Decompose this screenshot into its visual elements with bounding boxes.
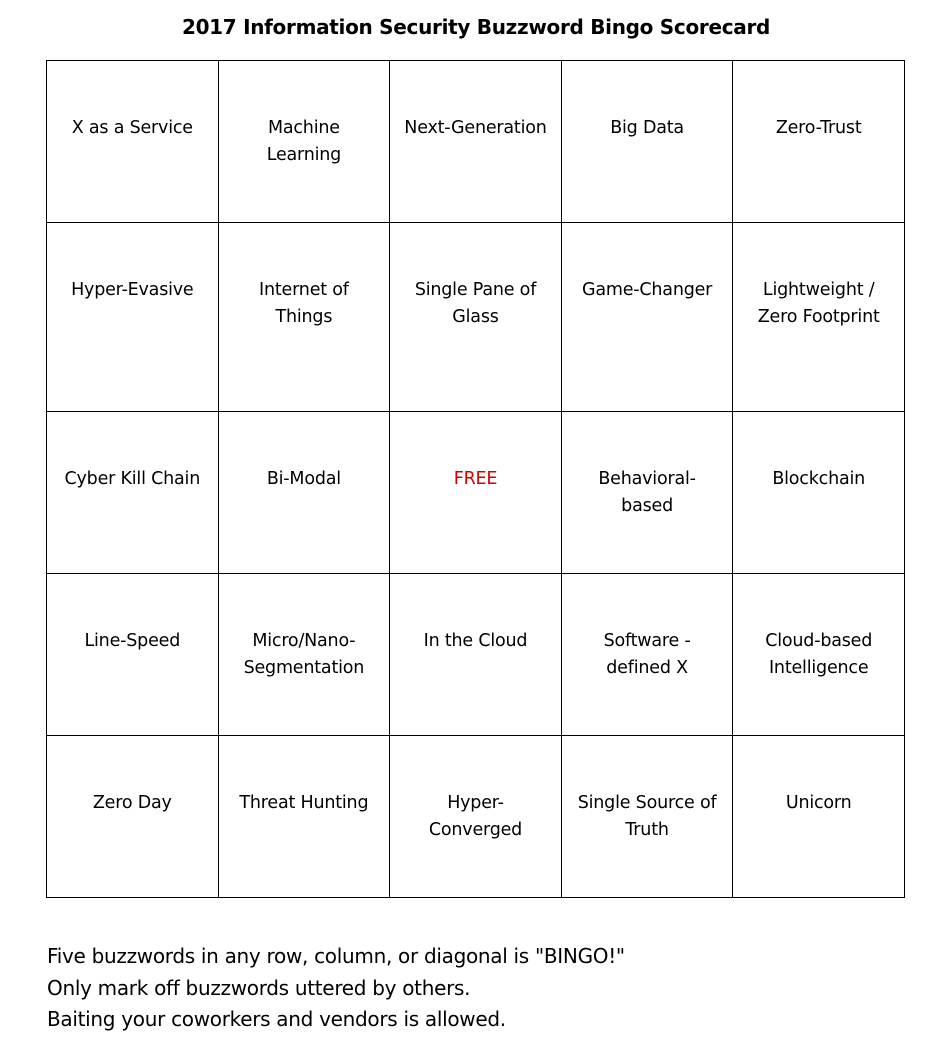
bingo-cell-label [578, 790, 717, 844]
bingo-cell-label [259, 277, 349, 331]
bingo-cell-label [239, 790, 368, 817]
bingo-cell[interactable] [733, 223, 905, 412]
bingo-cell-label [415, 277, 536, 331]
bingo-cell-line: Zero Footprint [757, 307, 880, 327]
bingo-cell-label [776, 115, 862, 142]
bingo-cell-line: defined X [606, 658, 688, 678]
bingo-cell-line: Intelligence [768, 658, 869, 678]
bingo-cell-label [429, 790, 522, 844]
bingo-cell-label [772, 466, 865, 493]
bingo-cell-line: Converged [428, 820, 523, 840]
bingo-cell[interactable] [561, 574, 733, 736]
bingo-cell[interactable] [733, 736, 905, 898]
bingo-cell-line: Truth [625, 820, 669, 840]
bingo-cell-line: Next-Generation [404, 118, 547, 138]
bingo-cell[interactable] [218, 412, 390, 574]
bingo-cell-line: Game-Changer [581, 280, 713, 300]
bingo-cell[interactable] [561, 223, 733, 412]
bingo-cell[interactable] [218, 574, 390, 736]
bingo-cell-label [610, 115, 684, 142]
bingo-cell[interactable] [390, 736, 562, 898]
bingo-cell-label [72, 115, 193, 142]
bingo-cell-label [424, 628, 528, 655]
bingo-cell-label [604, 628, 691, 682]
bingo-cell-label [64, 466, 200, 493]
bingo-cell[interactable] [733, 61, 905, 223]
bingo-cell-label [582, 277, 712, 304]
bingo-cell-line: Things [275, 307, 333, 327]
board-row [47, 736, 905, 898]
bingo-cell-line: Blockchain [772, 469, 866, 489]
bingo-cell-line: Single Source of [577, 793, 717, 813]
bingo-cell-line: X as a Service [71, 118, 193, 138]
bingo-cell[interactable] [218, 736, 390, 898]
bingo-cell-label [71, 277, 193, 304]
bingo-cell-line: Internet of [259, 280, 349, 300]
bingo-cell-line: Machine [267, 118, 340, 138]
rule-line-2: Only mark off buzzwords uttered by others. [47, 975, 471, 1000]
bingo-cell-line: Lightweight / [762, 280, 875, 300]
bingo-cell[interactable] [561, 61, 733, 223]
bingo-cell-label [84, 628, 180, 655]
bingo-cell-line: Bi-Modal [266, 469, 341, 489]
bingo-cell-label [244, 628, 365, 682]
bingo-cell[interactable] [47, 736, 219, 898]
bingo-cell-line: Single Pane of [414, 280, 537, 300]
bingo-cell-label [404, 115, 546, 142]
bingo-cell-line: Hyper- [447, 793, 504, 813]
bingo-cell-line: Hyper-Evasive [71, 280, 194, 300]
bingo-cell[interactable] [733, 574, 905, 736]
bingo-cell[interactable] [390, 61, 562, 223]
bingo-cell-line: Segmentation [243, 658, 365, 678]
bingo-cell-label [267, 115, 341, 169]
bingo-cell-label [93, 790, 172, 817]
bingo-cell-line: Line-Speed [84, 631, 181, 651]
bingo-cell-label [786, 790, 852, 817]
bingo-cell[interactable] [218, 61, 390, 223]
bingo-cell-label [598, 466, 695, 520]
bingo-cell-label [454, 466, 498, 493]
board-row [47, 61, 905, 223]
bingo-cell[interactable] [561, 736, 733, 898]
bingo-cell[interactable] [218, 223, 390, 412]
bingo-cell[interactable] [47, 61, 219, 223]
bingo-cell-line: Learning [266, 145, 342, 165]
bingo-cell[interactable] [390, 574, 562, 736]
bingo-cell-line: FREE [453, 469, 498, 489]
board-row [47, 223, 905, 412]
bingo-cell-line: Zero-Trust [775, 118, 862, 138]
board-row [47, 412, 905, 574]
bingo-cell-label [758, 277, 880, 331]
bingo-cell-line: Zero Day [92, 793, 172, 813]
bingo-cell[interactable] [561, 412, 733, 574]
bingo-cell[interactable] [390, 412, 562, 574]
bingo-cell-line: Cloud-based [765, 631, 873, 651]
bingo-cell[interactable] [733, 412, 905, 574]
bingo-cell[interactable] [47, 412, 219, 574]
bingo-cell-line: Micro/Nano- [252, 631, 356, 651]
bingo-cell-line: In the Cloud [423, 631, 528, 651]
bingo-cell-label [267, 466, 341, 493]
bingo-cell-line: Threat Hunting [239, 793, 369, 813]
rule-line-3: Baiting your coworkers and vendors is allowed. [47, 1007, 506, 1031]
rules-text [47, 941, 625, 1036]
bingo-cell-line: Behavioral- [598, 469, 696, 489]
bingo-cell-line: based [621, 496, 673, 516]
rule-line-1: Five buzzwords in any row, column, or diagonal is "BINGO!" [47, 944, 625, 968]
bingo-cell[interactable] [47, 223, 219, 412]
bingo-cell-line: Glass [452, 307, 499, 327]
bingo-board [46, 60, 905, 898]
bingo-cell[interactable] [47, 574, 219, 736]
bingo-cell-line: Unicorn [785, 793, 852, 813]
board-row [47, 574, 905, 736]
page-title: 2017 Information Security Buzzword Bingo Scorecard [181, 15, 771, 39]
bingo-cell-line: Software - [603, 631, 691, 651]
bingo-cell-line: Cyber Kill Chain [64, 469, 201, 489]
bingo-cell-label [765, 628, 872, 682]
bingo-cell-line: Big Data [610, 118, 684, 138]
bingo-cell[interactable] [390, 223, 562, 412]
